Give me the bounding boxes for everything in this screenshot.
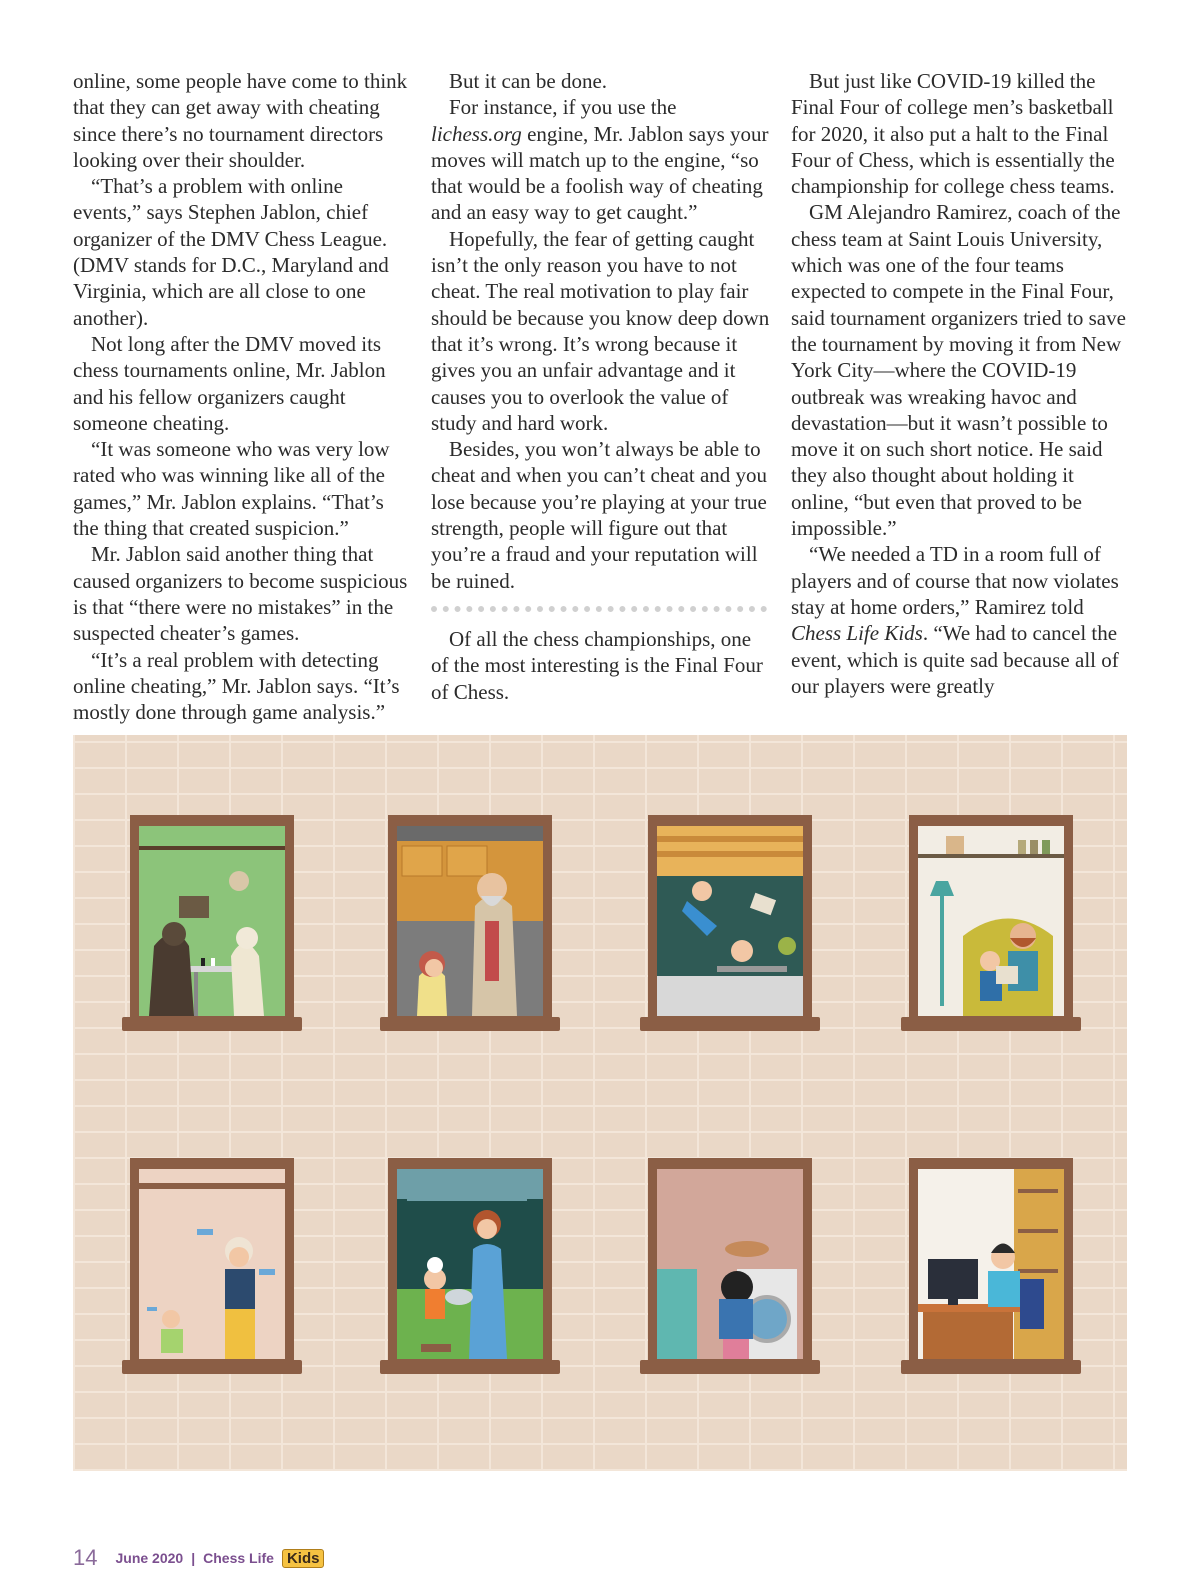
- window-frame: [909, 1158, 1073, 1368]
- paragraph: online, some people have come to think that they can get away with cheating since there’s no tournament directors looking over their shoulder.: [73, 69, 408, 172]
- window-sill: [122, 1017, 302, 1031]
- text-run: . “We had to cancel the event, which is quite sad because all of our players were greatly: [791, 621, 1119, 698]
- footer-separator: |: [191, 1550, 196, 1566]
- article-column-1: [73, 68, 409, 725]
- window-sill: [122, 1360, 302, 1374]
- text-run: engine, Mr. Jablon says your moves will match up to the engine, “so that would be a foolish way of cheating and an easy way to get caught.”: [431, 121, 769, 225]
- magazine-name: Chess Life: [203, 1550, 274, 1566]
- issue-date: June 2020: [115, 1550, 184, 1566]
- window-frame: [130, 1158, 294, 1368]
- window-grandfather-child: [388, 815, 552, 1025]
- dotted-divider: [431, 606, 767, 612]
- text-run: For instance, if you use the: [449, 95, 677, 120]
- paragraph: “It was someone who was very low rated who was winning like all of the games,” Mr. Jablon explains. “That’s the thing that created suspicion.”: [73, 437, 390, 541]
- window-sill: [640, 1017, 820, 1031]
- kids-logo: Kids: [282, 1549, 325, 1568]
- paragraph: Besides, you won’t always be able to cheat and when you can’t cheat and you lose because you’re playing at your true strength, people will figure out that you’re a fraud and your reputation will be ruined.: [431, 437, 768, 593]
- window-sill: [901, 1017, 1081, 1031]
- article-column-2: [431, 68, 771, 705]
- brick-wall-illustration: [73, 735, 1127, 1471]
- italic-link-text: lichess.org: [431, 121, 522, 146]
- italic-title: Chess Life Kids: [791, 621, 923, 646]
- window-frame: [648, 1158, 812, 1368]
- window-frame: [388, 1158, 552, 1368]
- window-laundry: [648, 1158, 812, 1368]
- window-kids-playing: [648, 815, 812, 1025]
- paragraph: Hopefully, the fear of getting caught isn’t the only reason you have to not cheat. The real motivation to play fair should be because you know deep down that it’s wrong. It’s wrong because it gives you an unfair advantage and it causes you to overlook the value of study and hard work.: [431, 226, 770, 435]
- window-chess-players: [130, 815, 294, 1025]
- paragraph: [431, 94, 771, 225]
- paragraph: Not long after the DMV moved its chess tournaments online, Mr. Jablon and his fellow organizers caught someone cheating.: [73, 331, 386, 435]
- paragraph: “It’s a real problem with detecting online cheating,” Mr. Jablon says. “It’s mostly done through game analysis.”: [73, 647, 400, 725]
- window-exercise: [130, 1158, 294, 1368]
- window-father-reading: [909, 815, 1073, 1025]
- paragraph: [791, 541, 1131, 699]
- paragraph: Mr. Jablon said another thing that caused organizers to become suspicious is that “there were no mistakes” in the suspected cheater’s games.: [73, 542, 408, 646]
- paragraph: But it can be done.: [449, 69, 608, 93]
- window-frame: [130, 815, 294, 1025]
- window-frame: [388, 815, 552, 1025]
- paragraph: Of all the chess championships, one of the most interesting is the Final Four of Chess.: [431, 626, 763, 704]
- window-frame: [648, 815, 812, 1025]
- text-run: “We needed a TD in a room full of players and of course that now violates stay at home orders,” Ramirez told: [791, 542, 1119, 619]
- window-cooking: [388, 1158, 552, 1368]
- article-column-3: [791, 68, 1131, 699]
- window-sill: [380, 1017, 560, 1031]
- paragraph: “That’s a problem with online events,” says Stephen Jablon, chief organizer of the DMV Chess League. (DMV stands for D.C., Maryland and Virginia, which are all close to one another).: [73, 174, 389, 330]
- window-computer: [909, 1158, 1073, 1368]
- page-footer: [73, 1543, 324, 1573]
- window-sill: [640, 1360, 820, 1374]
- paragraph: But just like COVID-19 killed the Final Four of college men’s basketball for 2020, it also put a halt to the Final Four of Chess, which is essentially the championship for college chess teams.: [791, 69, 1115, 199]
- window-frame: [909, 815, 1073, 1025]
- page-number: 14: [73, 1545, 98, 1570]
- window-sill: [901, 1360, 1081, 1374]
- window-sill: [380, 1360, 560, 1374]
- paragraph: GM Alejandro Ramirez, coach of the chess team at Saint Louis University, which was one of the four teams expected to compete in the Final Four, said tournament organizers tried to save the tournament by moving it from New York City—where the COVID-19 outbreak was wreaking havoc and devastation—but it wasn’t possible to move it on such short notice. He said they also thought about holding it online, “but even that proved to be impossible.”: [791, 200, 1126, 541]
